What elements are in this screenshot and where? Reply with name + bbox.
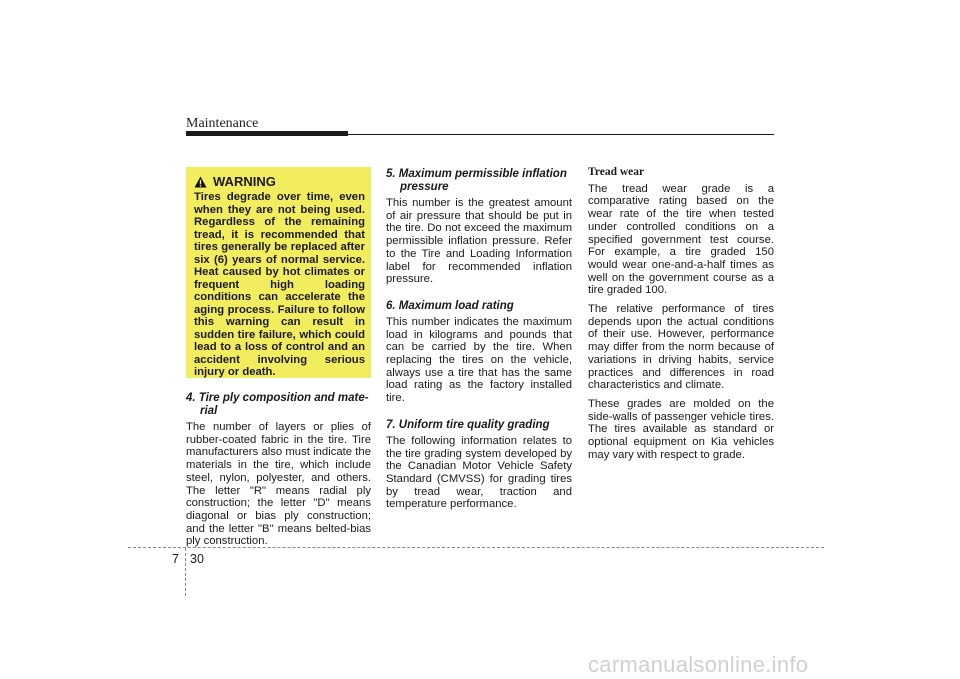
warning-text: Tires degrade over time, even when they are not being used. Regardless of the remaining tread, it is recommended that tires generally be replaced after six (6) years of normal service. Heat caused by hot climates or frequent high loading conditions can accelerate the aging process. Failure to follow this warning can result in sudden tire failure, which could lead to a loss of control and an accident involving serious injury or death. [194,191,365,378]
item5-heading [386,168,572,194]
item7-heading: 7. Uniform tire quality grading [386,418,550,431]
warning-title: WARNING [213,174,276,189]
item6-text: This number indicates the maximum load in kilograms and pounds that can be carried by the tire. When replacing the tires on the vehicle, always use a tire that has the same load rating as the factory installed tire. [386,315,572,405]
column-3 [588,166,774,467]
item4-heading-line1: 4. Tire ply composition and mate- [186,392,369,404]
warning-header [194,174,365,189]
item6-heading: 6. Maximum load rating [386,299,514,312]
item4-section [186,392,371,554]
chapter-number: 7 [172,552,179,566]
warning-triangle-icon [194,176,207,188]
footer-dashed-rule [128,547,824,548]
item5-text: This number is the greatest amount of air pressure that should be put in the tire. Do not exceed the maximum permissible inflation pressure. Refer to the Tire and Loading Information label for recommended inflation pressure. [386,197,572,286]
header-rule-thick [186,131,348,136]
item5-heading-line2: pressure [400,181,449,193]
warning-box [186,167,371,378]
column-2 [386,168,572,517]
watermark: carmanualsonline.info [588,652,809,677]
item4-heading [186,392,371,418]
tread-wear-paragraph-3: These grades are molded on the side-walls of passenger vehicle tires. The tires available as standard or optional equipment on Kia vehicles may vary with respect to grade. [588,397,774,461]
item4-heading-line2: rial [200,405,218,417]
tread-wear-heading: Tread wear [588,166,645,178]
header-rule-thin [348,134,774,135]
item7-text: The following information relates to the tire grading system developed by the Canadian Motor Vehicle Safety Standard (CMVSS) for grading tires by tread wear, traction and temperature performance. [386,434,572,511]
item4-text: The number of layers or plies of rubber-coated fabric in the tire. Tire manufacturers also must indicate the materials in the tire, which include steel, nylon, polyester, and others. The letter "R" means radial ply construction; the letter "D" means diagonal or bias ply construction; and the letter "B" means belted-bias ply construction. [186,421,371,548]
page-number: 30 [190,552,204,566]
tread-wear-paragraph-2: The relative performance of tires depends upon the actual conditions of their use. However, performance may differ from the norm because of variations in driving habits, service practices and differences in road characteristics and climate. [588,303,774,392]
tread-wear-paragraph-1: The tread wear grade is a comparative rating based on the wear rate of the tire when tested under controlled conditions on a specified government test course. For example, a tire graded 150 would wear one-and-a-half times as well on the government course as a tire graded 100. [588,182,774,297]
footer-dashed-divider [185,548,186,596]
item5-heading-line1: 5. Maximum permissible inflation [386,168,567,180]
section-title: Maintenance [186,116,259,131]
